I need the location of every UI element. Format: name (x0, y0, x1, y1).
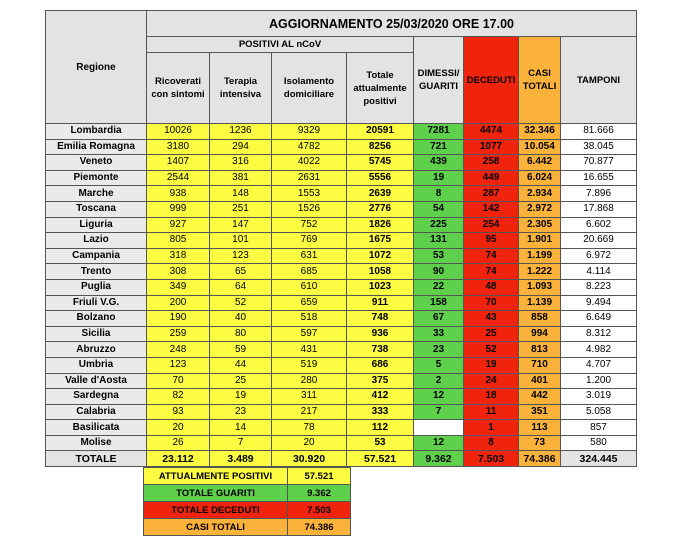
region-name: Umbria (46, 357, 147, 373)
deceduti-cell: 8 (464, 435, 519, 451)
table-row (46, 201, 637, 217)
terapia-cell: 7 (210, 435, 272, 451)
deceduti-cell: 43 (464, 311, 519, 327)
deceduti-cell: 1077 (464, 139, 519, 155)
totale-positivi-cell: 20591 (347, 124, 414, 140)
summary-row (144, 485, 351, 502)
region-name: Lazio (46, 233, 147, 249)
total-terapia: 3.489 (210, 451, 272, 467)
tamponi-cell: 6.602 (561, 217, 637, 233)
table-body (46, 124, 637, 451)
region-name: Puglia (46, 279, 147, 295)
tamponi-cell: 17.868 (561, 201, 637, 217)
deceduti-cell: 142 (464, 201, 519, 217)
terapia-cell: 59 (210, 342, 272, 358)
table-row (46, 139, 637, 155)
casi-totali-cell: 6.024 (519, 170, 561, 186)
tamponi-cell: 70.877 (561, 155, 637, 171)
total-positivi: 57.521 (347, 451, 414, 467)
terapia-cell: 52 (210, 295, 272, 311)
terapia-cell: 64 (210, 279, 272, 295)
tamponi-cell: 1.200 (561, 373, 637, 389)
totale-positivi-cell: 333 (347, 404, 414, 420)
totale-positivi-cell: 1023 (347, 279, 414, 295)
region-name: Basilicata (46, 420, 147, 436)
table-title: AGGIORNAMENTO 25/03/2020 ORE 17.00 (147, 11, 637, 37)
totale-positivi-cell: 1826 (347, 217, 414, 233)
totale-positivi-cell: 2639 (347, 186, 414, 202)
casi-totali-cell: 113 (519, 420, 561, 436)
covid-regions-table (45, 10, 637, 467)
casi-totali-cell: 442 (519, 389, 561, 405)
total-deceduti: 7.503 (464, 451, 519, 467)
region-name: Bolzano (46, 311, 147, 327)
deceduti-cell: 19 (464, 357, 519, 373)
totale-positivi-cell: 748 (347, 311, 414, 327)
summary-value: 57.521 (288, 468, 351, 485)
guariti-cell (414, 420, 464, 436)
terapia-cell: 80 (210, 326, 272, 342)
total-tamponi: 324.445 (561, 451, 637, 467)
deceduti-cell: 24 (464, 373, 519, 389)
totale-positivi-cell: 936 (347, 326, 414, 342)
casi-totali-cell: 858 (519, 311, 561, 327)
isolamento-cell: 280 (272, 373, 347, 389)
isolamento-cell: 4782 (272, 139, 347, 155)
terapia-cell: 23 (210, 404, 272, 420)
isolamento-cell: 631 (272, 248, 347, 264)
tamponi-cell: 9.494 (561, 295, 637, 311)
isolamento-cell: 2631 (272, 170, 347, 186)
header-positivi-group: POSITIVI AL nCoV (147, 37, 414, 53)
casi-totali-cell: 73 (519, 435, 561, 451)
ricoverati-cell: 200 (147, 295, 210, 311)
totale-positivi-cell: 911 (347, 295, 414, 311)
header-isolamento: Isolamento domiciliare (272, 53, 347, 124)
region-name: Veneto (46, 155, 147, 171)
table-row (46, 264, 637, 280)
guariti-cell: 19 (414, 170, 464, 186)
table-row (46, 233, 637, 249)
guariti-cell: 158 (414, 295, 464, 311)
deceduti-cell: 11 (464, 404, 519, 420)
deceduti-cell: 52 (464, 342, 519, 358)
ricoverati-cell: 1407 (147, 155, 210, 171)
tamponi-cell: 5.058 (561, 404, 637, 420)
header-casi-totali: CASI TOTALI (519, 37, 561, 124)
isolamento-cell: 752 (272, 217, 347, 233)
table-row (46, 186, 637, 202)
deceduti-cell: 18 (464, 389, 519, 405)
table-row (46, 435, 637, 451)
table-row (46, 420, 637, 436)
totale-positivi-cell: 5745 (347, 155, 414, 171)
summary-value: 7.503 (288, 502, 351, 519)
region-name: Marche (46, 186, 147, 202)
table-row (46, 404, 637, 420)
summary-label: TOTALE GUARITI (144, 485, 288, 502)
summary-row (144, 519, 351, 536)
region-name: Valle d'Aosta (46, 373, 147, 389)
tamponi-cell: 8.312 (561, 326, 637, 342)
terapia-cell: 381 (210, 170, 272, 186)
summary-label: CASI TOTALI (144, 519, 288, 536)
isolamento-cell: 519 (272, 357, 347, 373)
deceduti-cell: 95 (464, 233, 519, 249)
terapia-cell: 14 (210, 420, 272, 436)
summary-row (144, 468, 351, 485)
region-name: Campania (46, 248, 147, 264)
guariti-cell: 5 (414, 357, 464, 373)
table-row (46, 124, 637, 140)
header-ricoverati: Ricoverati con sintomi (147, 53, 210, 124)
terapia-cell: 294 (210, 139, 272, 155)
totale-positivi-cell: 738 (347, 342, 414, 358)
region-name: Calabria (46, 404, 147, 420)
casi-totali-cell: 710 (519, 357, 561, 373)
table-row (46, 248, 637, 264)
casi-totali-cell: 1.199 (519, 248, 561, 264)
summary-row (144, 502, 351, 519)
deceduti-cell: 287 (464, 186, 519, 202)
casi-totali-cell: 813 (519, 342, 561, 358)
ricoverati-cell: 3180 (147, 139, 210, 155)
guariti-cell: 12 (414, 435, 464, 451)
guariti-cell: 53 (414, 248, 464, 264)
guariti-cell: 54 (414, 201, 464, 217)
deceduti-cell: 449 (464, 170, 519, 186)
guariti-cell: 7281 (414, 124, 464, 140)
tamponi-cell: 4.707 (561, 357, 637, 373)
summary-table (143, 467, 351, 536)
totale-positivi-cell: 686 (347, 357, 414, 373)
totale-positivi-cell: 112 (347, 420, 414, 436)
table-row (46, 311, 637, 327)
header-dimessi: DIMESSI/ GUARITI (414, 37, 464, 124)
casi-totali-cell: 1.901 (519, 233, 561, 249)
region-name: Sardegna (46, 389, 147, 405)
table-row (46, 279, 637, 295)
casi-totali-cell: 2.972 (519, 201, 561, 217)
ricoverati-cell: 318 (147, 248, 210, 264)
ricoverati-cell: 308 (147, 264, 210, 280)
ricoverati-cell: 259 (147, 326, 210, 342)
total-casi: 74.386 (519, 451, 561, 467)
table-row (46, 326, 637, 342)
summary-value: 9.362 (288, 485, 351, 502)
total-guariti: 9.362 (414, 451, 464, 467)
tamponi-cell: 857 (561, 420, 637, 436)
ricoverati-cell: 123 (147, 357, 210, 373)
isolamento-cell: 217 (272, 404, 347, 420)
isolamento-cell: 1526 (272, 201, 347, 217)
isolamento-cell: 659 (272, 295, 347, 311)
tamponi-cell: 20.669 (561, 233, 637, 249)
ricoverati-cell: 2544 (147, 170, 210, 186)
casi-totali-cell: 10.054 (519, 139, 561, 155)
totale-positivi-cell: 1675 (347, 233, 414, 249)
tamponi-cell: 6.649 (561, 311, 637, 327)
guariti-cell: 721 (414, 139, 464, 155)
header-tamponi: TAMPONI (561, 37, 637, 124)
summary-label: ATTUALMENTE POSITIVI (144, 468, 288, 485)
casi-totali-cell: 1.139 (519, 295, 561, 311)
deceduti-cell: 4474 (464, 124, 519, 140)
region-name: Toscana (46, 201, 147, 217)
casi-totali-cell: 6.442 (519, 155, 561, 171)
total-isolamento: 30.920 (272, 451, 347, 467)
guariti-cell: 7 (414, 404, 464, 420)
casi-totali-cell: 2.934 (519, 186, 561, 202)
guariti-cell: 12 (414, 389, 464, 405)
guariti-cell: 8 (414, 186, 464, 202)
header-terapia: Terapia intensiva (210, 53, 272, 124)
region-name: Liguria (46, 217, 147, 233)
tamponi-cell: 3.019 (561, 389, 637, 405)
deceduti-cell: 254 (464, 217, 519, 233)
table-row (46, 357, 637, 373)
header-totale-positivi: Totale attualmente positivi (347, 53, 414, 124)
total-ricoverati: 23.112 (147, 451, 210, 467)
tamponi-cell: 8.223 (561, 279, 637, 295)
ricoverati-cell: 82 (147, 389, 210, 405)
totale-positivi-cell: 8256 (347, 139, 414, 155)
guariti-cell: 33 (414, 326, 464, 342)
isolamento-cell: 1553 (272, 186, 347, 202)
deceduti-cell: 70 (464, 295, 519, 311)
isolamento-cell: 685 (272, 264, 347, 280)
isolamento-cell: 311 (272, 389, 347, 405)
deceduti-cell: 48 (464, 279, 519, 295)
casi-totali-cell: 994 (519, 326, 561, 342)
tamponi-cell: 4.982 (561, 342, 637, 358)
totale-positivi-cell: 1072 (347, 248, 414, 264)
terapia-cell: 123 (210, 248, 272, 264)
terapia-cell: 40 (210, 311, 272, 327)
ricoverati-cell: 927 (147, 217, 210, 233)
ricoverati-cell: 248 (147, 342, 210, 358)
ricoverati-cell: 805 (147, 233, 210, 249)
terapia-cell: 25 (210, 373, 272, 389)
isolamento-cell: 9329 (272, 124, 347, 140)
table-row (46, 170, 637, 186)
ricoverati-cell: 349 (147, 279, 210, 295)
isolamento-cell: 597 (272, 326, 347, 342)
deceduti-cell: 1 (464, 420, 519, 436)
guariti-cell: 225 (414, 217, 464, 233)
ricoverati-cell: 190 (147, 311, 210, 327)
deceduti-cell: 74 (464, 248, 519, 264)
tamponi-cell: 81.666 (561, 124, 637, 140)
ricoverati-cell: 26 (147, 435, 210, 451)
deceduti-cell: 258 (464, 155, 519, 171)
ricoverati-cell: 70 (147, 373, 210, 389)
region-name: Friuli V.G. (46, 295, 147, 311)
region-name: Abruzzo (46, 342, 147, 358)
region-name: Sicilia (46, 326, 147, 342)
totale-positivi-cell: 2776 (347, 201, 414, 217)
terapia-cell: 147 (210, 217, 272, 233)
tamponi-cell: 580 (561, 435, 637, 451)
totals-label: TOTALE (46, 451, 147, 467)
totale-positivi-cell: 412 (347, 389, 414, 405)
terapia-cell: 1236 (210, 124, 272, 140)
ricoverati-cell: 93 (147, 404, 210, 420)
totals-row (46, 451, 637, 467)
casi-totali-cell: 401 (519, 373, 561, 389)
guariti-cell: 90 (414, 264, 464, 280)
terapia-cell: 316 (210, 155, 272, 171)
casi-totali-cell: 2.305 (519, 217, 561, 233)
table-row (46, 295, 637, 311)
terapia-cell: 19 (210, 389, 272, 405)
isolamento-cell: 610 (272, 279, 347, 295)
terapia-cell: 101 (210, 233, 272, 249)
region-name: Molise (46, 435, 147, 451)
guariti-cell: 23 (414, 342, 464, 358)
terapia-cell: 251 (210, 201, 272, 217)
region-name: Lombardia (46, 124, 147, 140)
header-regione: Regione (46, 11, 147, 124)
tamponi-cell: 38.045 (561, 139, 637, 155)
deceduti-cell: 25 (464, 326, 519, 342)
deceduti-cell: 74 (464, 264, 519, 280)
tamponi-cell: 6.972 (561, 248, 637, 264)
summary-value: 74.386 (288, 519, 351, 536)
isolamento-cell: 769 (272, 233, 347, 249)
isolamento-cell: 4022 (272, 155, 347, 171)
ricoverati-cell: 20 (147, 420, 210, 436)
terapia-cell: 65 (210, 264, 272, 280)
guariti-cell: 22 (414, 279, 464, 295)
totale-positivi-cell: 375 (347, 373, 414, 389)
guariti-cell: 439 (414, 155, 464, 171)
terapia-cell: 148 (210, 186, 272, 202)
casi-totali-cell: 1.093 (519, 279, 561, 295)
header-deceduti: DECEDUTI (464, 37, 519, 124)
table-row (46, 217, 637, 233)
ricoverati-cell: 10026 (147, 124, 210, 140)
terapia-cell: 44 (210, 357, 272, 373)
table-row (46, 389, 637, 405)
ricoverati-cell: 999 (147, 201, 210, 217)
totale-positivi-cell: 5556 (347, 170, 414, 186)
isolamento-cell: 518 (272, 311, 347, 327)
ricoverati-cell: 938 (147, 186, 210, 202)
tamponi-cell: 4.114 (561, 264, 637, 280)
summary-label: TOTALE DECEDUTI (144, 502, 288, 519)
totale-positivi-cell: 53 (347, 435, 414, 451)
table-row (46, 155, 637, 171)
isolamento-cell: 431 (272, 342, 347, 358)
tamponi-cell: 7.896 (561, 186, 637, 202)
tamponi-cell: 16.655 (561, 170, 637, 186)
region-name: Piemonte (46, 170, 147, 186)
isolamento-cell: 20 (272, 435, 347, 451)
region-name: Trento (46, 264, 147, 280)
table-row (46, 342, 637, 358)
casi-totali-cell: 351 (519, 404, 561, 420)
guariti-cell: 131 (414, 233, 464, 249)
casi-totali-cell: 32.346 (519, 124, 561, 140)
totale-positivi-cell: 1058 (347, 264, 414, 280)
guariti-cell: 67 (414, 311, 464, 327)
table-row (46, 373, 637, 389)
isolamento-cell: 78 (272, 420, 347, 436)
region-name: Emilia Romagna (46, 139, 147, 155)
guariti-cell: 2 (414, 373, 464, 389)
casi-totali-cell: 1.222 (519, 264, 561, 280)
